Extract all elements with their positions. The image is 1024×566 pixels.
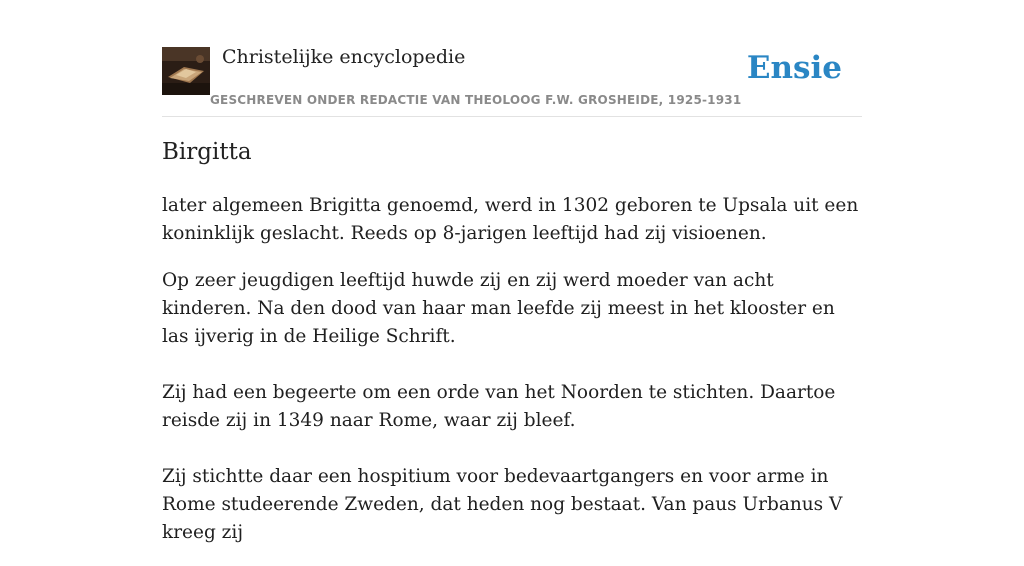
brand-logo[interactable]: Ensie — [746, 50, 842, 86]
article-body — [162, 192, 862, 566]
article-paragraph: Zij had een begeerte om een orde van het Noorden te stichten. Daartoe reisde zij in 1349 naar Rome, waar zij bleef. — [162, 382, 836, 431]
article-title: Birgitta — [162, 139, 252, 165]
article-paragraph: later algemeen Brigitta genoemd, werd in 1302 geboren te Upsala uit een koninklijk geslacht. Reeds op 8-jarigen leeftijd had zij visioenen. — [162, 195, 859, 244]
encyclopedia-avatar[interactable] — [162, 47, 210, 95]
site-subtitle: GESCHREVEN ONDER REDACTIE VAN THEOLOOG F.W. GROSHEIDE, 1925-1931 — [210, 93, 742, 107]
site-title[interactable]: Christelijke encyclopedie — [222, 46, 466, 68]
article-paragraph: Zij stichtte daar een hospitium voor bedevaartgangers en voor arme in Rome studeerende Zweden, dat heden nog bestaat. Van paus Urbanus V kreeg zij — [162, 466, 843, 543]
site-header — [162, 46, 862, 117]
article-paragraph: Op zeer jeugdigen leeftijd huwde zij en zij werd moeder van acht kinderen. Na den dood van haar man leefde zij meest in het klooster en las ijverig in de Heilige Schrift. — [162, 270, 835, 347]
book-photo-icon — [162, 47, 210, 95]
